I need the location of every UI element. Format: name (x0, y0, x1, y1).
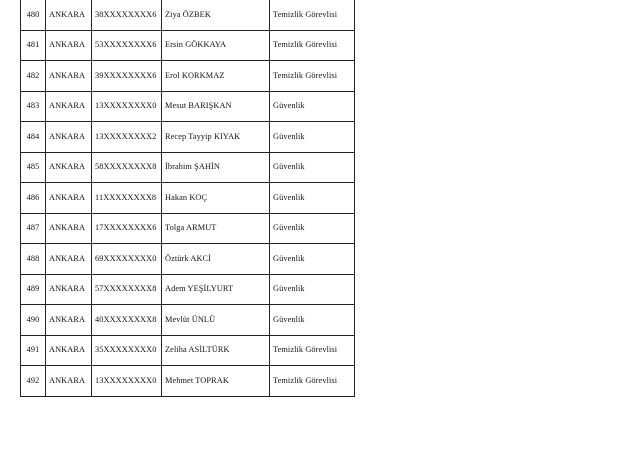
city-cell: ANKARA (46, 61, 92, 92)
city-cell: ANKARA (46, 91, 92, 122)
table-row (21, 0, 355, 30)
city-cell: ANKARA (46, 213, 92, 244)
city-cell: ANKARA (46, 335, 92, 366)
table-row (21, 91, 355, 122)
city-cell: ANKARA (46, 244, 92, 275)
full-name-cell: Zeliha ASİLTÜRK (162, 335, 270, 366)
id-number-cell: 38XXXXXXXX6 (92, 0, 162, 30)
personnel-table (20, 0, 355, 397)
position-cell: Temizlik Görevlisi (270, 335, 355, 366)
full-name-cell: Mesut BARIŞKAN (162, 91, 270, 122)
position-cell: Güvenlik (270, 305, 355, 336)
row-number-cell: 485 (21, 152, 46, 183)
position-cell: Temizlik Görevlisi (270, 366, 355, 397)
full-name-cell: İbrahim ŞAHİN (162, 152, 270, 183)
position-cell: Temizlik Görevlisi (270, 30, 355, 61)
table-row (21, 183, 355, 214)
table-row (21, 244, 355, 275)
full-name-cell: Mevlüt ÜNLÜ (162, 305, 270, 336)
table-row (21, 305, 355, 336)
row-number-cell: 481 (21, 30, 46, 61)
position-cell: Güvenlik (270, 122, 355, 153)
row-number-cell: 480 (21, 0, 46, 30)
full-name-cell: Tolga ARMUT (162, 213, 270, 244)
position-cell: Güvenlik (270, 244, 355, 275)
id-number-cell: 35XXXXXXXX0 (92, 335, 162, 366)
position-cell: Güvenlik (270, 274, 355, 305)
position-cell: Güvenlik (270, 213, 355, 244)
row-number-cell: 492 (21, 366, 46, 397)
table-row (21, 30, 355, 61)
id-number-cell: 57XXXXXXXX8 (92, 274, 162, 305)
city-cell: ANKARA (46, 152, 92, 183)
id-number-cell: 53XXXXXXXX6 (92, 30, 162, 61)
full-name-cell: Mehmet TOPRAK (162, 366, 270, 397)
personnel-table-body (21, 0, 355, 396)
full-name-cell: Ersin GÖKKAYA (162, 30, 270, 61)
row-number-cell: 488 (21, 244, 46, 275)
city-cell: ANKARA (46, 0, 92, 30)
position-cell: Temizlik Görevlisi (270, 0, 355, 30)
row-number-cell: 487 (21, 213, 46, 244)
row-number-cell: 489 (21, 274, 46, 305)
full-name-cell: Ziya ÖZBEK (162, 0, 270, 30)
id-number-cell: 17XXXXXXXX6 (92, 213, 162, 244)
full-name-cell: Hakan KOÇ (162, 183, 270, 214)
id-number-cell: 13XXXXXXXX0 (92, 366, 162, 397)
row-number-cell: 490 (21, 305, 46, 336)
table-row (21, 61, 355, 92)
full-name-cell: Recep Tayyip KIYAK (162, 122, 270, 153)
position-cell: Güvenlik (270, 152, 355, 183)
table-row (21, 366, 355, 397)
id-number-cell: 13XXXXXXXX2 (92, 122, 162, 153)
city-cell: ANKARA (46, 122, 92, 153)
row-number-cell: 483 (21, 91, 46, 122)
id-number-cell: 39XXXXXXXX6 (92, 61, 162, 92)
table-row (21, 335, 355, 366)
table-row (21, 152, 355, 183)
id-number-cell: 13XXXXXXXX0 (92, 91, 162, 122)
row-number-cell: 482 (21, 61, 46, 92)
row-number-cell: 484 (21, 122, 46, 153)
row-number-cell: 486 (21, 183, 46, 214)
id-number-cell: 11XXXXXXXX8 (92, 183, 162, 214)
city-cell: ANKARA (46, 30, 92, 61)
table-row (21, 122, 355, 153)
full-name-cell: Erol KORKMAZ (162, 61, 270, 92)
full-name-cell: Adem YEŞİLYURT (162, 274, 270, 305)
full-name-cell: Öztürk AKCİ (162, 244, 270, 275)
position-cell: Güvenlik (270, 183, 355, 214)
position-cell: Temizlik Görevlisi (270, 61, 355, 92)
city-cell: ANKARA (46, 366, 92, 397)
row-number-cell: 491 (21, 335, 46, 366)
table-row (21, 274, 355, 305)
position-cell: Güvenlik (270, 91, 355, 122)
city-cell: ANKARA (46, 305, 92, 336)
id-number-cell: 69XXXXXXXX0 (92, 244, 162, 275)
table-row (21, 213, 355, 244)
id-number-cell: 58XXXXXXXX8 (92, 152, 162, 183)
id-number-cell: 40XXXXXXXX8 (92, 305, 162, 336)
city-cell: ANKARA (46, 274, 92, 305)
city-cell: ANKARA (46, 183, 92, 214)
